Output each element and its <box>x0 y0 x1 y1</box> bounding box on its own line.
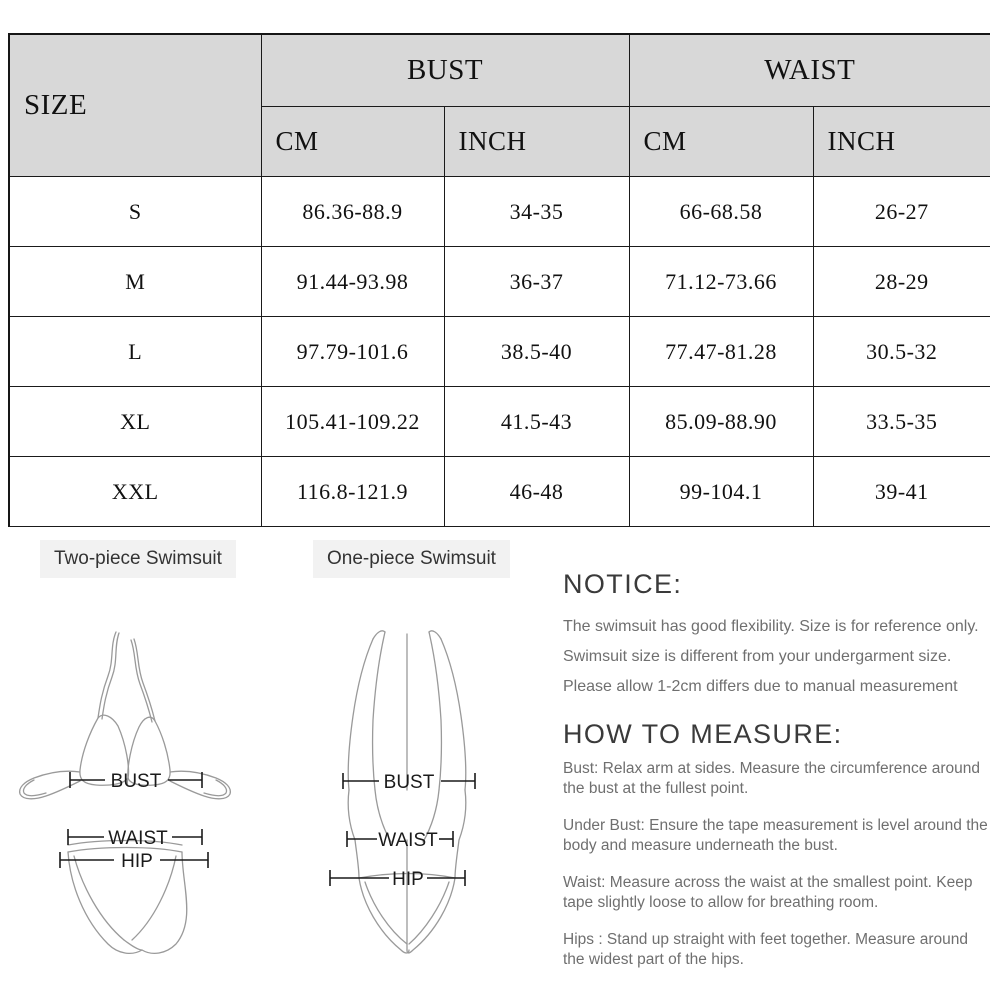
cell-bust-cm: 86.36-88.9 <box>261 177 444 247</box>
notice-heading: NOTICE: <box>563 569 683 599</box>
cell-waist-cm: 66-68.58 <box>629 177 813 247</box>
how-to-measure-heading: HOW TO MEASURE: <box>563 718 843 749</box>
cell-bust-cm: 105.41-109.22 <box>261 387 444 457</box>
size-table <box>8 33 990 527</box>
cell-bust-cm: 91.44-93.98 <box>261 247 444 317</box>
two-piece-bust-label: BUST <box>110 771 162 792</box>
subheader-bust-cm: CM <box>261 107 444 177</box>
cell-size: M <box>9 247 261 317</box>
cell-bust-inch: 34-35 <box>444 177 629 247</box>
cell-bust-inch: 38.5-40 <box>444 317 629 387</box>
cell-bust-cm: 116.8-121.9 <box>261 457 444 527</box>
table-header-row <box>9 34 990 107</box>
one-piece-hip-label: HIP <box>392 869 424 890</box>
subheader-waist-cm: CM <box>629 107 813 177</box>
cell-empty <box>9 527 261 528</box>
two-piece-waist-label: WAIST <box>108 828 168 849</box>
cell-size: XXL <box>9 457 261 527</box>
one-piece-bust-label: BUST <box>383 772 435 793</box>
table-row <box>9 177 990 247</box>
cell-empty <box>629 527 813 528</box>
header-waist: WAIST <box>629 34 990 107</box>
cell-size: L <box>9 317 261 387</box>
notice-line: The swimsuit has good flexibility. Size is for reference only. <box>563 617 979 635</box>
measure-item-under-bust: Under Bust: Ensure the tape measurement is level around the body and measure underneath the bust. <box>563 817 988 855</box>
lower-panel <box>0 540 1000 1000</box>
measure-item-waist: Waist: Measure across the waist at the smallest point. Keep tape slightly loose to allow for breathing room. <box>563 874 973 912</box>
notice-line: Swimsuit size is different from your undergarment size. <box>563 647 952 665</box>
notice-line: Please allow 1-2cm differs due to manual measurement <box>563 677 958 695</box>
cell-size: S <box>9 177 261 247</box>
two-piece-swimsuit-illustration <box>10 584 275 974</box>
cell-bust-inch: 41.5-43 <box>444 387 629 457</box>
cell-empty <box>444 527 629 528</box>
cell-waist-inch: 33.5-35 <box>813 387 990 457</box>
size-table-container <box>8 33 990 527</box>
cell-waist-cm: 71.12-73.66 <box>629 247 813 317</box>
cell-size: XL <box>9 387 261 457</box>
one-piece-swimsuit-illustration <box>295 584 540 974</box>
cell-waist-inch: 28-29 <box>813 247 990 317</box>
cell-empty <box>813 527 990 528</box>
cell-waist-inch: 30.5-32 <box>813 317 990 387</box>
one-piece-diagram-block <box>295 540 540 974</box>
notice-column <box>563 570 988 987</box>
cell-waist-inch: 39-41 <box>813 457 990 527</box>
cell-waist-cm: 99-104.1 <box>629 457 813 527</box>
measure-item-bust: Bust: Relax arm at sides. Measure the circumference around the bust at the fullest point. <box>563 760 980 798</box>
cell-bust-inch: 46-48 <box>444 457 629 527</box>
cell-empty <box>261 527 444 528</box>
subheader-waist-inch: INCH <box>813 107 990 177</box>
two-piece-hip-label: HIP <box>121 851 153 872</box>
cell-bust-cm: 97.79-101.6 <box>261 317 444 387</box>
cell-waist-cm: 85.09-88.90 <box>629 387 813 457</box>
two-piece-diagram-block <box>10 540 275 974</box>
table-row <box>9 247 990 317</box>
one-piece-title: One-piece Swimsuit <box>313 540 510 578</box>
table-row <box>9 457 990 527</box>
table-row <box>9 317 990 387</box>
cell-bust-inch: 36-37 <box>444 247 629 317</box>
table-row <box>9 387 990 457</box>
measure-item-hips: Hips : Stand up straight with feet together. Measure around the widest part of the hips. <box>563 931 968 969</box>
one-piece-waist-label: WAIST <box>378 830 438 851</box>
subheader-bust-inch: INCH <box>444 107 629 177</box>
header-size: SIZE <box>9 34 261 177</box>
two-piece-title: Two-piece Swimsuit <box>40 540 236 578</box>
cell-waist-inch: 26-27 <box>813 177 990 247</box>
table-row-partial <box>9 527 990 528</box>
header-bust: BUST <box>261 34 629 107</box>
cell-waist-cm: 77.47-81.28 <box>629 317 813 387</box>
